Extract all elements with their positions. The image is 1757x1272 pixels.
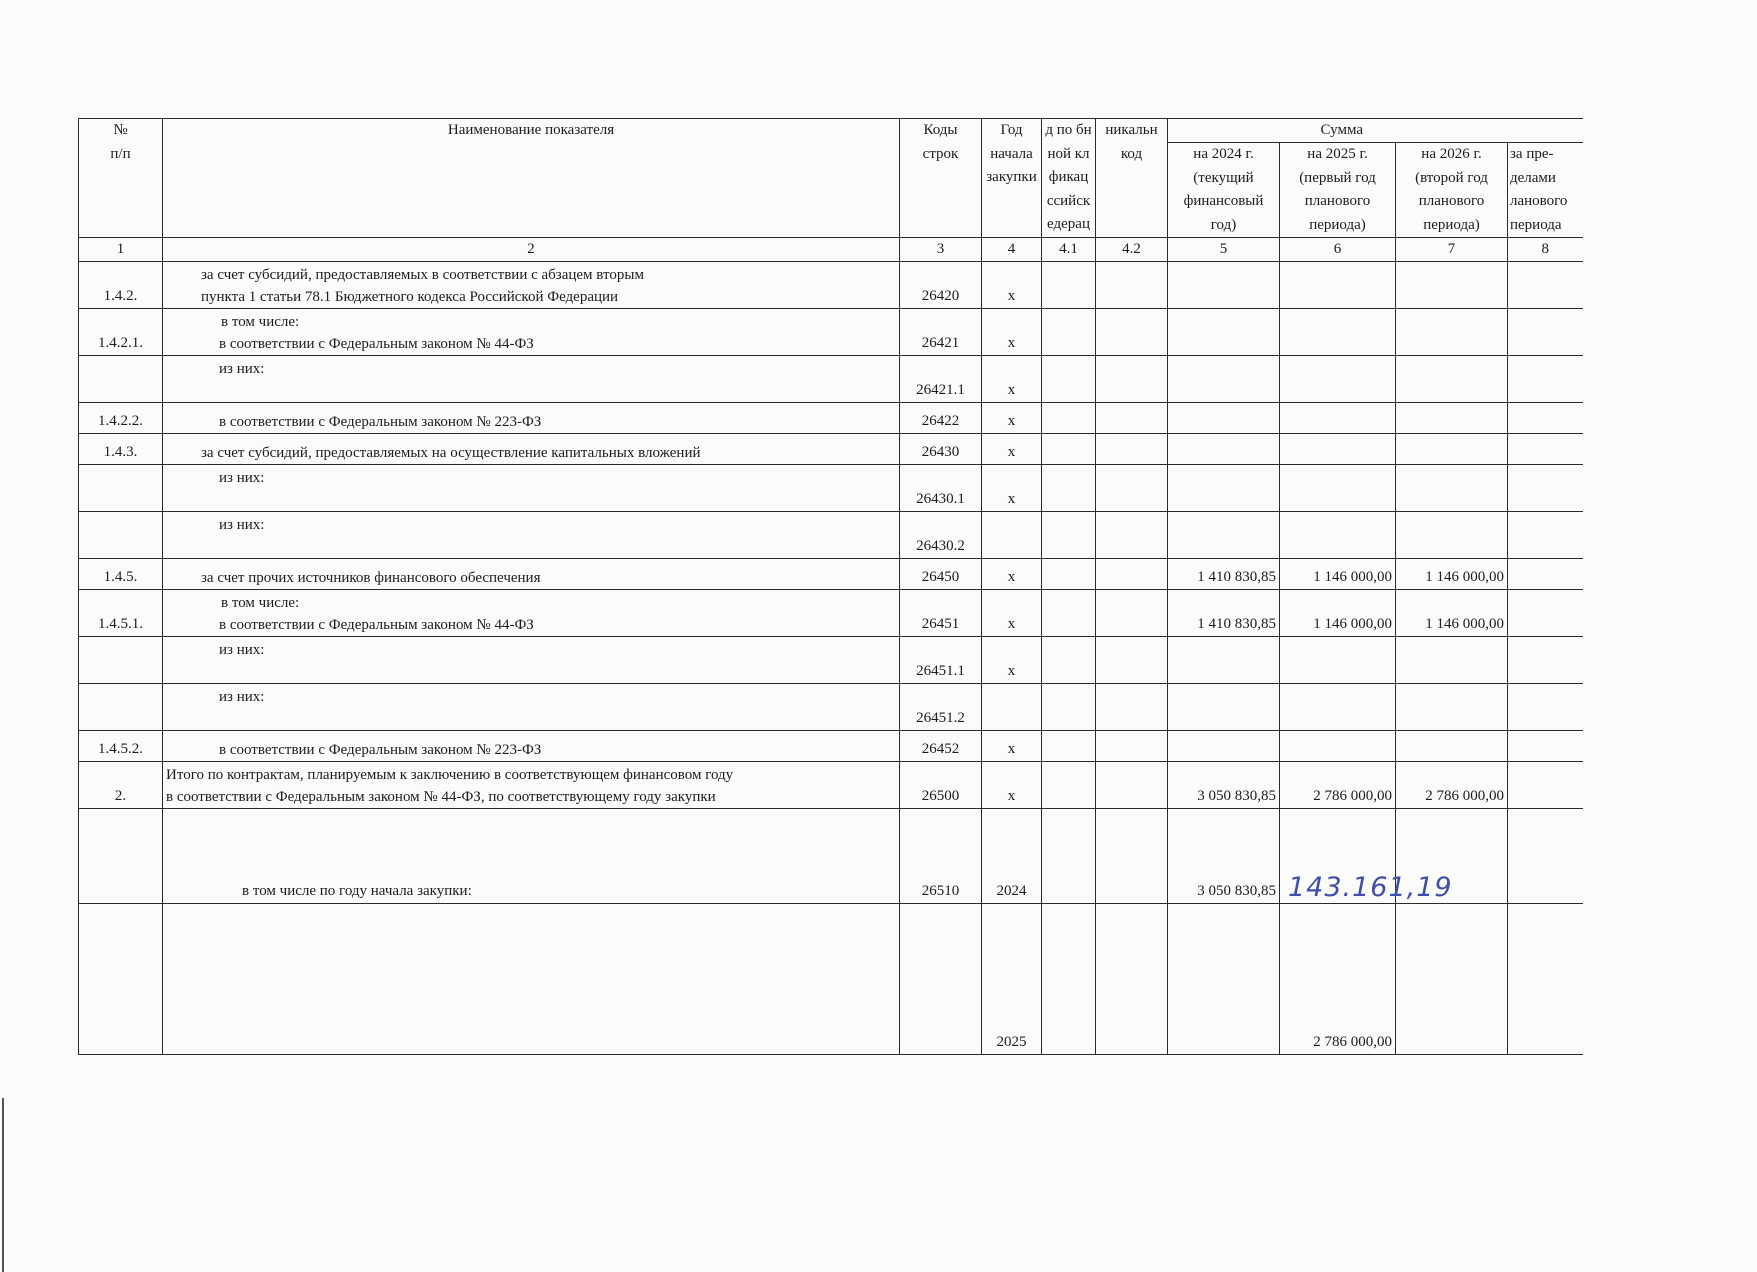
- row-sum-2025: [1280, 684, 1396, 731]
- row-num: 1.4.5.1.: [79, 590, 163, 637]
- header-name: Наименование показателя: [163, 119, 900, 238]
- row-sum-beyond: [1508, 762, 1583, 809]
- row-unique-code: [1096, 731, 1168, 762]
- colnum-1: 1: [79, 238, 163, 262]
- row-sum-2026: [1396, 684, 1508, 731]
- row-sum-beyond: [1508, 403, 1583, 434]
- row-name: [163, 731, 900, 762]
- row-sum-2025: [1280, 309, 1396, 356]
- colnum-5: 5: [1168, 238, 1280, 262]
- row-year: 2025: [982, 904, 1042, 1055]
- row-name: в том числе по году начала закупки:: [163, 809, 900, 904]
- row-kbk: [1042, 590, 1096, 637]
- row-sum-2025: [1280, 356, 1396, 403]
- row-sum-beyond: [1508, 559, 1583, 590]
- row-code: 26510: [900, 809, 982, 904]
- row-unique-code: [1096, 684, 1168, 731]
- row-code: 26500: [900, 762, 982, 809]
- row-sum-2026: [1396, 904, 1508, 1055]
- colnum-7: 7: [1396, 238, 1508, 262]
- row-sum-2024: [1168, 731, 1280, 762]
- procurement-table: [78, 118, 1583, 1055]
- row-sum-2024: [1168, 309, 1280, 356]
- row-name: [163, 434, 900, 465]
- row-sum-2025: 1 146 000,00: [1280, 590, 1396, 637]
- row-name: [163, 684, 900, 731]
- row-kbk: [1042, 637, 1096, 684]
- table-row: [79, 684, 1583, 731]
- row-num: [79, 356, 163, 403]
- row-num: [79, 904, 163, 1055]
- row-sum-2024: [1168, 512, 1280, 559]
- row-num: 1.4.5.2.: [79, 731, 163, 762]
- row-year: х: [982, 637, 1042, 684]
- header-2025: на 2025 г. (первый год планового периода): [1280, 143, 1396, 238]
- row-name: [163, 512, 900, 559]
- row-name-line: пункта 1 статьи 78.1 Бюджетного кодекса Российской Федерации: [201, 289, 619, 305]
- row-sum-2025: 1 146 000,00: [1280, 559, 1396, 590]
- row-code: 26451: [900, 590, 982, 637]
- row-sum-2024: 1 410 830,85: [1168, 559, 1280, 590]
- row-sum-2025: 2 786 000,00: [1280, 904, 1396, 1055]
- row-sum-beyond: [1508, 809, 1583, 904]
- row-unique-code: [1096, 809, 1168, 904]
- row-name-line: за счет прочих источников финансового обеспечения: [201, 570, 541, 586]
- row-year: х: [982, 762, 1042, 809]
- row-name-line: за счет субсидий, предоставляемых на осуществление капитальных вложений: [201, 445, 701, 461]
- row-num: 1.4.5.: [79, 559, 163, 590]
- row-name-line: [219, 661, 896, 683]
- row-sum-2026: 1 146 000,00: [1396, 559, 1508, 590]
- row-code: 26430.2: [900, 512, 982, 559]
- row-kbk: [1042, 904, 1096, 1055]
- row-sum-beyond: [1508, 512, 1583, 559]
- row-unique-code: [1096, 309, 1168, 356]
- row-sum-2025: [1280, 465, 1396, 512]
- table-row: [79, 309, 1583, 356]
- row-kbk: [1042, 762, 1096, 809]
- row-num: [79, 512, 163, 559]
- row-unique-code: [1096, 262, 1168, 309]
- table-row: [79, 637, 1583, 684]
- row-unique-code: [1096, 637, 1168, 684]
- header-unique-code: никальн код: [1096, 119, 1168, 238]
- row-kbk: [1042, 465, 1096, 512]
- row-kbk: [1042, 731, 1096, 762]
- row-unique-code: [1096, 904, 1168, 1055]
- row-unique-code: [1096, 356, 1168, 403]
- row-sum-2025: [1280, 403, 1396, 434]
- row-num: 2.: [79, 762, 163, 809]
- table-row-by-year-2025: [79, 904, 1583, 1055]
- header-2026: на 2026 г. (второй год планового периода): [1396, 143, 1508, 238]
- row-code: 26422: [900, 403, 982, 434]
- row-sum-beyond: [1508, 465, 1583, 512]
- row-name-line: [219, 489, 896, 511]
- row-name-line: из них:: [219, 517, 265, 533]
- row-name-line: в соответствии с Федеральным законом № 44-ФЗ, по соответствующему году закупки: [166, 789, 716, 805]
- row-num: 1.4.2.: [79, 262, 163, 309]
- row-sum-2024: 1 410 830,85: [1168, 590, 1280, 637]
- row-year: х: [982, 559, 1042, 590]
- header-2024: на 2024 г. (текущий финансовый год): [1168, 143, 1280, 238]
- row-unique-code: [1096, 403, 1168, 434]
- row-kbk: [1042, 356, 1096, 403]
- row-name: [163, 904, 900, 1055]
- row-unique-code: [1096, 512, 1168, 559]
- table-row: [79, 512, 1583, 559]
- header-beyond: за пре- делами ланового периода: [1508, 143, 1583, 238]
- row-name-line: из них:: [219, 361, 265, 377]
- row-num: 1.4.2.2.: [79, 403, 163, 434]
- row-num: [79, 809, 163, 904]
- colnum-4: 4: [982, 238, 1042, 262]
- row-sum-2025: [1280, 731, 1396, 762]
- row-name-line: за счет субсидий, предоставляемых в соответствии с абзацем вторым: [201, 267, 644, 283]
- row-kbk: [1042, 684, 1096, 731]
- table-row-by-year-2024: [79, 809, 1583, 904]
- row-sum-2026: [1396, 356, 1508, 403]
- row-sum-2026: [1396, 403, 1508, 434]
- row-sum-beyond: [1508, 590, 1583, 637]
- column-number-row: [79, 238, 1583, 262]
- row-sum-2024: [1168, 904, 1280, 1055]
- row-kbk: [1042, 403, 1096, 434]
- row-year: 2024: [982, 809, 1042, 904]
- row-kbk: [1042, 559, 1096, 590]
- row-name: [163, 590, 900, 637]
- row-name-line: из них:: [219, 689, 265, 705]
- row-sum-2026: [1396, 262, 1508, 309]
- row-sum-2024: [1168, 434, 1280, 465]
- row-year: х: [982, 434, 1042, 465]
- header-year: Год начала закупки: [982, 119, 1042, 238]
- handwritten-note-2025: 143.161,19: [1280, 809, 1396, 904]
- row-sum-2024: [1168, 637, 1280, 684]
- scan-edge-line: [2, 1098, 4, 1272]
- row-sum-beyond: [1508, 309, 1583, 356]
- row-year: х: [982, 262, 1042, 309]
- row-sum-2024: 3 050 830,85: [1168, 809, 1280, 904]
- row-sum-2026: [1396, 512, 1508, 559]
- row-name-line: [219, 708, 896, 730]
- row-year: х: [982, 403, 1042, 434]
- row-kbk: [1042, 809, 1096, 904]
- row-code: [900, 904, 982, 1055]
- row-sum-2026: 1 146 000,00: [1396, 590, 1508, 637]
- row-sum-2026: [1396, 309, 1508, 356]
- row-code: 26420: [900, 262, 982, 309]
- row-year: х: [982, 590, 1042, 637]
- row-sum-beyond: [1508, 356, 1583, 403]
- table-row: [79, 356, 1583, 403]
- row-unique-code: [1096, 434, 1168, 465]
- row-name: [163, 403, 900, 434]
- row-code: 26421: [900, 309, 982, 356]
- row-year: х: [982, 356, 1042, 403]
- colnum-4-1: 4.1: [1042, 238, 1096, 262]
- row-sum-beyond: [1508, 684, 1583, 731]
- row-sum-2025: [1280, 637, 1396, 684]
- row-kbk: [1042, 512, 1096, 559]
- row-year: х: [982, 309, 1042, 356]
- row-name-line: из них:: [219, 470, 265, 486]
- row-sum-2025: 2 786 000,00: [1280, 762, 1396, 809]
- header-sum: Сумма: [1168, 119, 1583, 143]
- row-sum-2025: [1280, 434, 1396, 465]
- row-name-line: в соответствии с Федеральным законом № 223-ФЗ: [219, 414, 542, 430]
- header-code: Коды строк: [900, 119, 982, 238]
- row-num: [79, 465, 163, 512]
- row-sum-2024: [1168, 403, 1280, 434]
- row-sum-2026: [1396, 465, 1508, 512]
- row-sum-2024: [1168, 356, 1280, 403]
- row-sum-2024: [1168, 262, 1280, 309]
- table-row: [79, 590, 1583, 637]
- row-name-line: [219, 536, 896, 558]
- row-num: [79, 637, 163, 684]
- colnum-3: 3: [900, 238, 982, 262]
- row-year: [982, 512, 1042, 559]
- row-num: [79, 684, 163, 731]
- row-name: [163, 762, 900, 809]
- colnum-2: 2: [163, 238, 900, 262]
- header-row-1: [79, 119, 1583, 143]
- document-sheet: [78, 118, 1582, 1070]
- row-code: 26430: [900, 434, 982, 465]
- header-kbk: д по бн ной кл фикац ссийск едерац: [1042, 119, 1096, 238]
- table-row: [79, 403, 1583, 434]
- row-unique-code: [1096, 590, 1168, 637]
- row-sum-2024: [1168, 465, 1280, 512]
- row-kbk: [1042, 262, 1096, 309]
- row-name-line: в соответствии с Федеральным законом № 44-ФЗ: [219, 617, 534, 633]
- row-year: [982, 684, 1042, 731]
- row-sum-beyond: [1508, 731, 1583, 762]
- row-sum-2026: 2 786 000,00: [1396, 762, 1508, 809]
- table-row: [79, 434, 1583, 465]
- row-name-line: в соответствии с Федеральным законом № 223-ФЗ: [219, 742, 542, 758]
- row-name: [163, 637, 900, 684]
- row-code: 26451.1: [900, 637, 982, 684]
- row-name-line: из них:: [219, 642, 265, 658]
- table-row: [79, 731, 1583, 762]
- row-kbk: [1042, 309, 1096, 356]
- row-sum-beyond: [1508, 434, 1583, 465]
- row-kbk: [1042, 434, 1096, 465]
- row-name-line: в том числе:: [221, 595, 300, 611]
- row-name-line: [219, 380, 896, 402]
- colnum-6: 6: [1280, 238, 1396, 262]
- row-sum-beyond: [1508, 262, 1583, 309]
- colnum-4-2: 4.2: [1096, 238, 1168, 262]
- row-name: [163, 559, 900, 590]
- row-name: [163, 356, 900, 403]
- row-sum-beyond: [1508, 637, 1583, 684]
- row-sum-2025: [1280, 512, 1396, 559]
- row-unique-code: [1096, 559, 1168, 590]
- row-name-line: Итого по контрактам, планируемым к заключению в соответствующем финансовом году: [166, 767, 734, 783]
- row-sum-beyond: [1508, 904, 1583, 1055]
- row-name-line: в том числе:: [221, 314, 300, 330]
- row-code: 26421.1: [900, 356, 982, 403]
- row-sum-2024: 3 050 830,85: [1168, 762, 1280, 809]
- table-row: [79, 762, 1583, 809]
- table-row: [79, 465, 1583, 512]
- row-code: 26430.1: [900, 465, 982, 512]
- row-name: [163, 465, 900, 512]
- row-name: [163, 262, 900, 309]
- row-unique-code: [1096, 465, 1168, 512]
- row-unique-code: [1096, 762, 1168, 809]
- row-num: 1.4.2.1.: [79, 309, 163, 356]
- table-row: [79, 262, 1583, 309]
- row-sum-2026: [1396, 434, 1508, 465]
- row-name: [163, 309, 900, 356]
- row-code: 26450: [900, 559, 982, 590]
- row-num: 1.4.3.: [79, 434, 163, 465]
- colnum-8: 8: [1508, 238, 1583, 262]
- row-name-line: в соответствии с Федеральным законом № 44-ФЗ: [219, 336, 534, 352]
- row-code: 26451.2: [900, 684, 982, 731]
- header-num: № п/п: [79, 119, 163, 238]
- row-code: 26452: [900, 731, 982, 762]
- row-sum-2024: [1168, 684, 1280, 731]
- row-sum-2025: [1280, 262, 1396, 309]
- row-sum-2026: [1396, 637, 1508, 684]
- row-year: х: [982, 465, 1042, 512]
- table-row: [79, 559, 1583, 590]
- row-year: х: [982, 731, 1042, 762]
- row-sum-2026: [1396, 731, 1508, 762]
